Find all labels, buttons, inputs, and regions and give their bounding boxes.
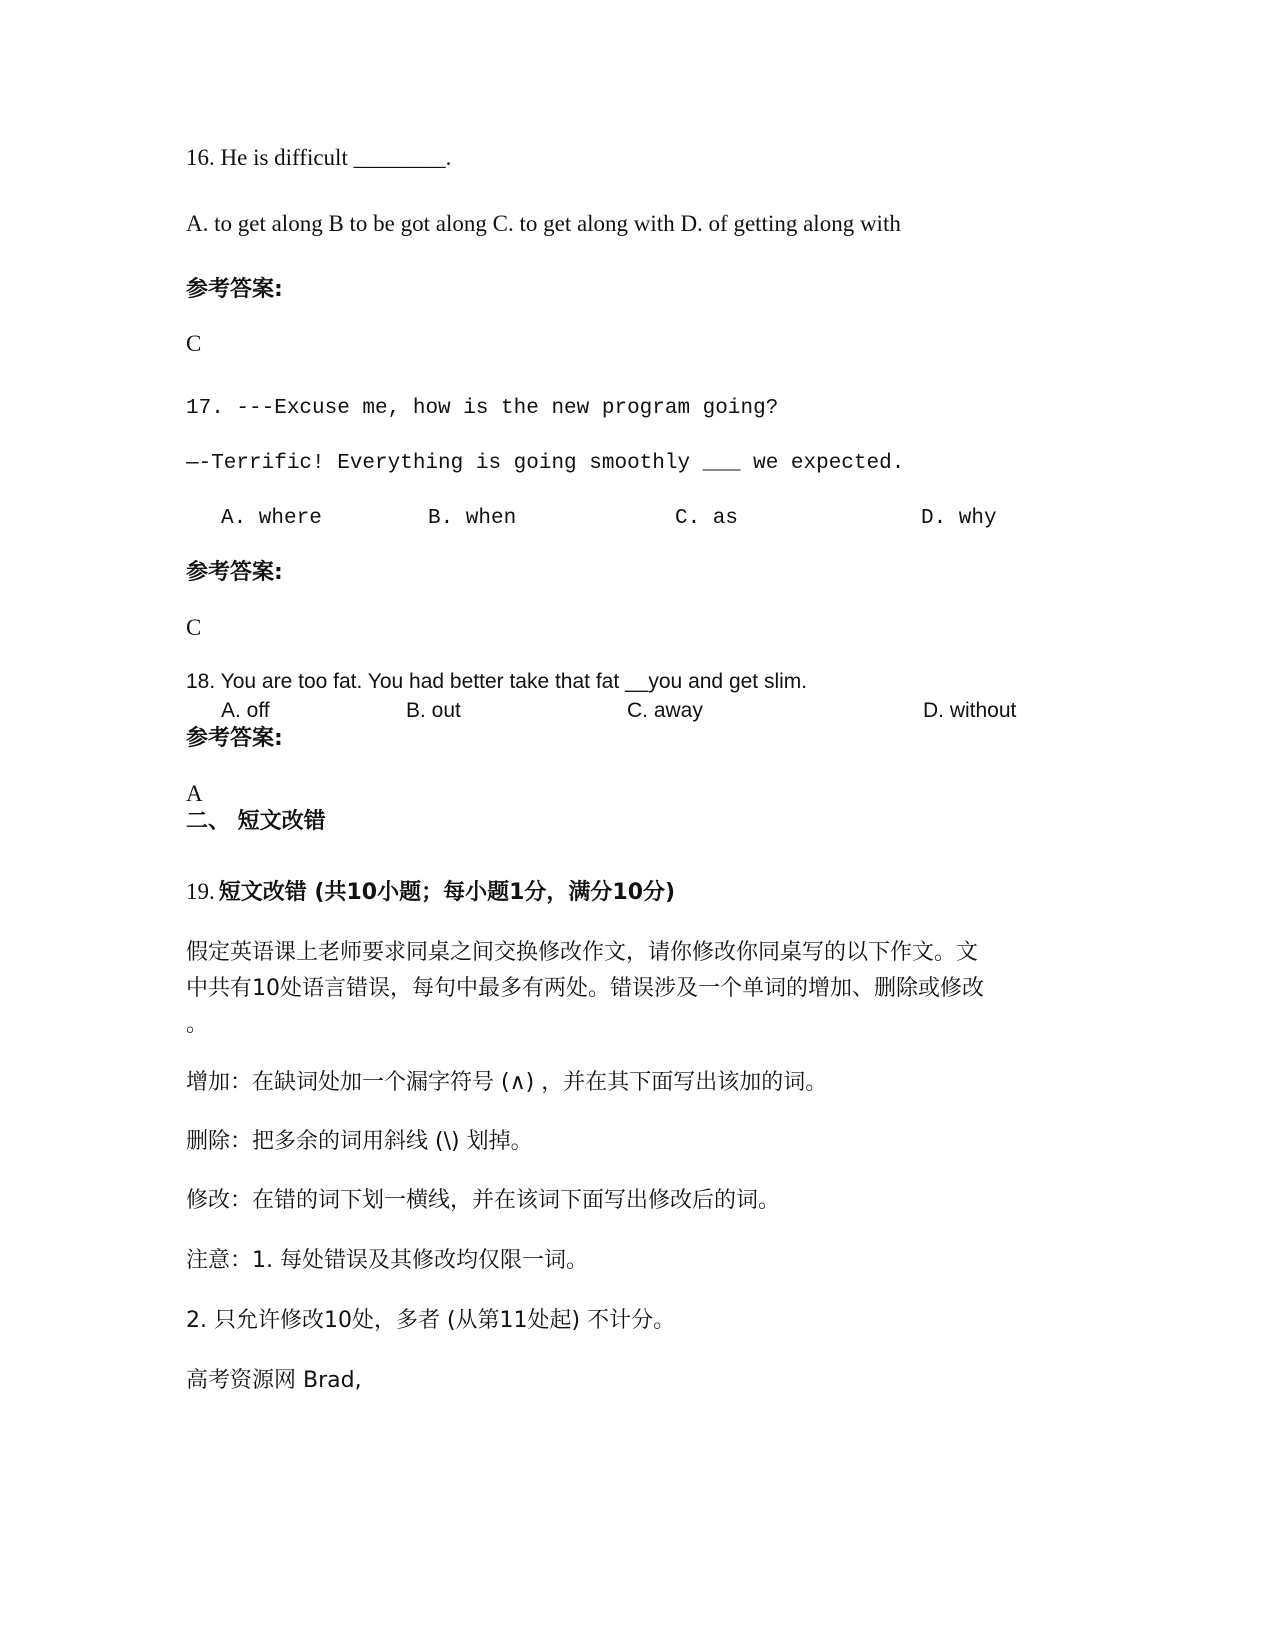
question-19-intro-line-2: 中共有10处语言错误，每句中最多有两处。错误涉及一个单词的增加、删除或修改 bbox=[186, 976, 984, 1001]
question-19-title bbox=[186, 880, 675, 904]
rule-add: 增加：在缺词处加一个漏字符号 (∧) ，并在其下面写出该加的词。 bbox=[186, 1070, 828, 1095]
question-19-number: 19. bbox=[186, 879, 215, 904]
question-19-intro-line-1: 假定英语课上老师要求同桌之间交换修改作文，请你修改你同桌写的以下作文。文 bbox=[186, 940, 979, 965]
question-19-title-text: 短文改错 (共10小题；每小题1分，满分10分) bbox=[218, 880, 676, 905]
question-19-intro-line-3: 。 bbox=[186, 1012, 209, 1037]
question-16-stem: 16. He is difficult ________. bbox=[186, 145, 452, 170]
question-18-answer-label: 参考答案: bbox=[186, 726, 283, 751]
question-16-options: A. to get along B to be got along C. to get along with D. of getting along with bbox=[186, 211, 901, 236]
question-17-reply: —-Terrific! Everything is going smoothly ___ we expected. bbox=[186, 452, 905, 475]
question-16-answer-label: 参考答案: bbox=[186, 277, 283, 302]
question-18-option-a: A. off bbox=[221, 699, 270, 722]
question-17-option-c: C. as bbox=[675, 507, 739, 530]
question-17-answer-label: 参考答案: bbox=[186, 560, 283, 585]
question-18-option-d: D. without bbox=[923, 699, 1017, 722]
question-18-answer: A bbox=[186, 781, 203, 806]
question-17-option-d: D. why bbox=[921, 507, 997, 530]
letter-start: 高考资源网 Brad, bbox=[186, 1368, 362, 1393]
question-17-answer: C bbox=[186, 615, 202, 640]
question-18-stem: 18. You are too fat. You had better take that fat __you and get slim. bbox=[186, 670, 808, 693]
note-1: 注意：1. 每处错误及其修改均仅限一词。 bbox=[186, 1248, 588, 1273]
rule-modify: 修改：在错的词下划一横线，并在该词下面写出修改后的词。 bbox=[186, 1188, 781, 1213]
question-17-stem: 17. ---Excuse me, how is the new program going? bbox=[186, 397, 779, 420]
question-18-option-c: C. away bbox=[627, 699, 703, 722]
rule-delete: 删除：把多余的词用斜线 (\) 划掉。 bbox=[186, 1129, 533, 1154]
question-18-option-b: B. out bbox=[406, 699, 461, 722]
question-17-option-a: A. where bbox=[221, 507, 322, 530]
note-2: 2. 只允许修改10处，多者 (从第11处起) 不计分。 bbox=[186, 1308, 676, 1333]
question-16-answer: C bbox=[186, 331, 202, 356]
question-17-option-b: B. when bbox=[428, 507, 517, 530]
section-2-heading: 二、 短文改错 bbox=[186, 809, 326, 834]
